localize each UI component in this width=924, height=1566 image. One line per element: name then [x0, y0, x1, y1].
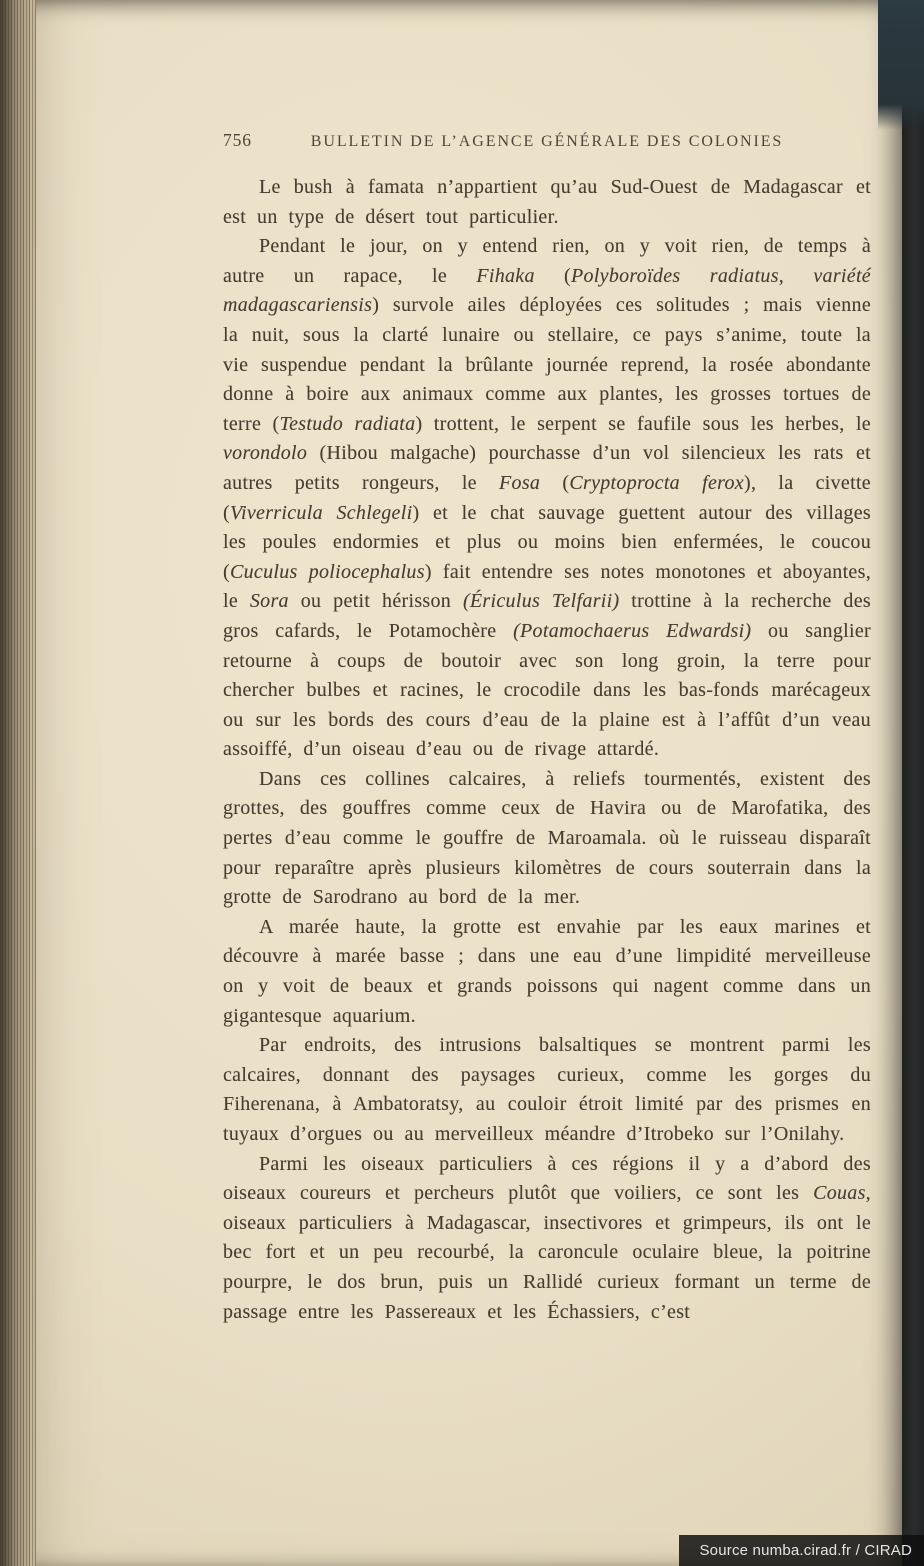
paragraph-1: Le bush à famata n’appartient qu’au Sud-Ouest de Madagascar et est un type de désert tout particulier. [223, 176, 871, 228]
body-text [223, 173, 871, 1327]
page-content [223, 130, 871, 1327]
paragraph-5: Par endroits, des intrusions balsaltiques se montrent parmi les calcaires, donnant des paysages curieux, comme les gorges du Fiherenana, à Ambatoratsy, au couloir étroit limité par des prismes en tuyaux d’orgues ou au merveilleux méandre d’Itrobeko sur l’Onilahy. [223, 1034, 871, 1145]
running-title: BULLETIN DE L’AGENCE GÉNÉRALE DES COLONIES [310, 133, 784, 150]
paragraph-3: Dans ces collines calcaires, à reliefs tourmentés, existent des grottes, des gouffres comme ceux de Havira ou de Marofatika, des pertes d’eau comme le gouffre de Maroamala. où le ruisseau disparaît pour reparaître après plusieurs kilomètres de cours souterrain dans la grotte de Sarodrano au bord de la mer. [223, 767, 871, 909]
page-number: 756 [223, 130, 252, 150]
background-right-strip [900, 0, 924, 1566]
paragraph-6: Parmi les oiseaux particuliers à ces régions il y a d’abord des oiseaux coureurs et percheurs plutôt que voiliers, ce sont les Couas, oiseaux particuliers à Madagascar, insectivores et grimpeurs, ils ont le bec fort et un peu recourbé, la caroncule oculaire bleue, la poitrine pourpre, le dos brun, puis un Rallidé curieux formant un terme de passage entre les Passereaux et les Échassiers, c’est [223, 1152, 871, 1323]
source-watermark: Source numba.cirad.fr / CIRAD [679, 1535, 924, 1566]
page-edge-stack [0, 0, 36, 1566]
paragraph-2: Pendant le jour, on y entend rien, on y voit rien, de temps à autre un rapace, le Fihaka (Polyboroïdes radiatus, variété madagascariensis) survole ailes déployées ces solitudes ; mais vienne la nuit, sous la clarté lunaire ou stellaire, ce pays s’anime, toute la vie suspendue pendant la brûlante journée reprend, la rosée abondante donne à boire aux animaux comme aux plantes, les grosses tortues de terre (Testudo radiata) trottent, le serpent se faufile sous les herbes, le vorondolo (Hibou malgache) pourchasse d’un vol silencieux les rats et autres petits rongeurs, le Fosa (Cryptoprocta ferox), la civette (Viverricula Schlegeli) et le chat sauvage guettent autour des villages les poules endormies et plus ou moins bien enfermées, le coucou (Cuculus poliocephalus) fait entendre ses notes monotones et aboyantes, le Sora ou petit hérisson (Ériculus Telfarii) trottine à la recherche des gros cafards, le Potamochère (Potamochaerus Edwardsi) ou sanglier retourne à coups de boutoir avec son long groin, la terre pour chercher bulbes et racines, le crocodile dans les bas-fonds marécageux ou sur les bords des cours d’eau de la plaine est à l’affût d’un veau assoiffé, d’un oiseau d’eau ou de rivage attardé. [223, 235, 871, 761]
cover-corner [878, 0, 924, 130]
paragraph-4: A marée haute, la grotte est envahie par les eaux marines et découvre à marée basse ; dans une eau d’une limpidité merveilleuse on y voit de beaux et grands poissons qui nagent comme dans un gigantesque aquarium. [223, 915, 871, 1027]
page-header [223, 130, 871, 151]
